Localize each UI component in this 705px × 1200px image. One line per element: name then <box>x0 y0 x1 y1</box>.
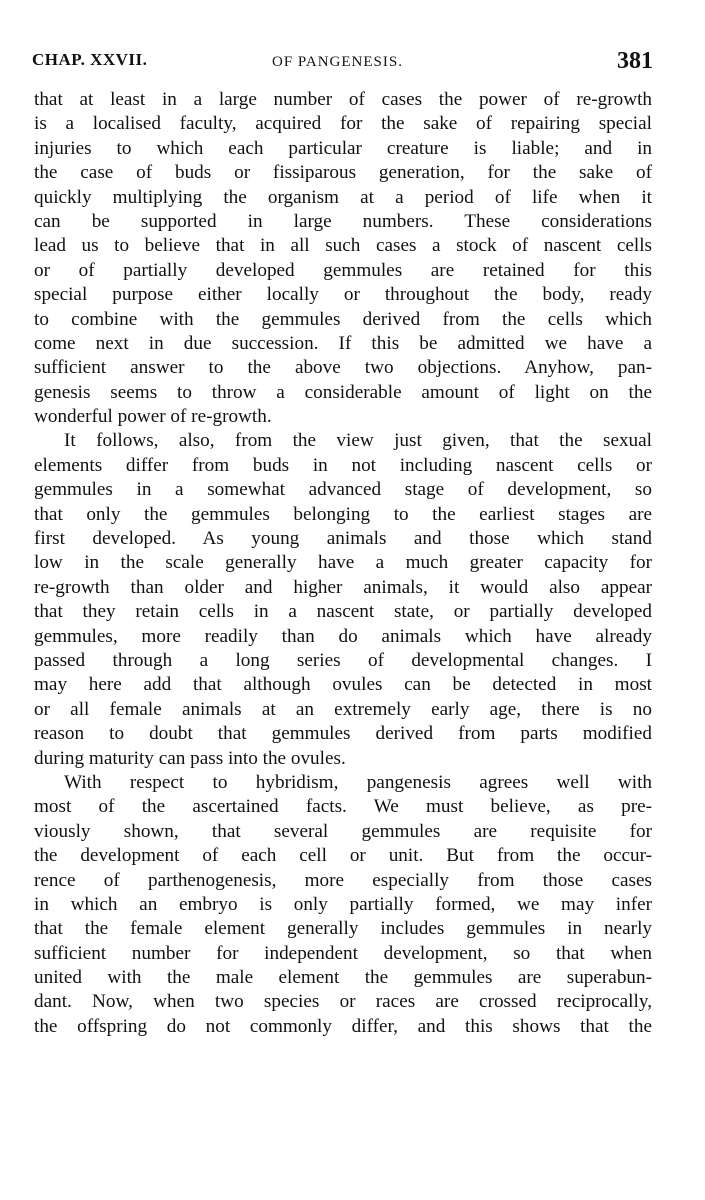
text-line: that the female element generally includes gemmules in nearly <box>34 918 652 940</box>
text-line: injuries to which each particular creature is liable; and in <box>34 137 652 159</box>
text-line: during maturity can pass into the ovules. <box>34 747 346 769</box>
running-head <box>32 48 653 78</box>
text-line: wonderful power of re-growth. <box>34 406 272 428</box>
paragraph <box>34 771 652 1039</box>
text-line: the offspring do not commonly differ, and this shows that the <box>34 1015 652 1037</box>
text-line: the development of each cell or unit. But from the occur- <box>34 845 652 867</box>
text-line: is a localised faculty, acquired for the sake of repairing special <box>34 113 652 135</box>
text-line: first developed. As young animals and those which stand <box>34 528 652 550</box>
chapter-label: CHAP. XXVII. <box>32 50 148 69</box>
paragraph <box>34 429 652 770</box>
text-line: elements differ from buds in not including nascent cells or <box>34 454 652 476</box>
text-line: can be supported in large numbers. These considerations <box>34 210 652 232</box>
text-line: passed through a long series of developmental changes. I <box>34 649 652 671</box>
text-line: the case of buds or fissiparous generation, for the sake of <box>34 162 652 184</box>
text-line: to combine with the gemmules derived from the cells which <box>34 308 652 330</box>
text-line: that at least in a large number of cases the power of re-growth <box>34 89 652 110</box>
text-line: With respect to hybridism, pangenesis agrees well with <box>64 771 652 793</box>
text-line: come next in due succession. If this be admitted we have a <box>34 332 652 354</box>
running-title: OF PANGENESIS. <box>272 54 403 70</box>
text-line: sufficient answer to the above two objections. Anyhow, pan- <box>34 357 652 379</box>
text-line: It follows, also, from the view just given, that the sexual <box>64 430 652 452</box>
text-line: sufficient number for independent development, so that when <box>34 942 652 964</box>
text-line: or of partially developed gemmules are retained for this <box>34 259 652 281</box>
text-line: special purpose either locally or throughout the body, ready <box>34 284 652 306</box>
paragraph <box>34 88 652 429</box>
text-line: quickly multiplying the organism at a period of life when it <box>34 186 652 208</box>
body-text <box>34 88 652 1039</box>
text-line: may here add that although ovules can be detected in most <box>34 674 652 696</box>
text-line: reason to doubt that gemmules derived from parts modified <box>34 723 652 745</box>
text-line: that only the gemmules belonging to the earliest stages are <box>34 503 652 525</box>
text-line: re-growth than older and higher animals, it would also appear <box>34 576 652 598</box>
text-line: rence of parthenogenesis, more especially from those cases <box>34 869 652 891</box>
text-line: most of the ascertained facts. We must believe, as pre- <box>34 796 652 818</box>
page-number: 381 <box>617 48 653 74</box>
text-line: genesis seems to throw a considerable amount of light on the <box>34 381 652 403</box>
text-line: dant. Now, when two species or races are crossed reciprocally, <box>34 991 652 1013</box>
text-line: or all female animals at an extremely early age, there is no <box>34 698 652 720</box>
text-line: low in the scale generally have a much greater capacity for <box>34 552 652 574</box>
text-line: lead us to believe that in all such cases a stock of nascent cells <box>34 235 652 257</box>
text-line: that they retain cells in a nascent state, or partially developed <box>34 601 652 623</box>
text-line: gemmules in a somewhat advanced stage of development, so <box>34 479 652 501</box>
text-line: united with the male element the gemmules are superabun- <box>34 967 652 989</box>
text-line: viously shown, that several gemmules are requisite for <box>34 820 652 842</box>
text-line: in which an embryo is only partially formed, we may infer <box>34 893 652 915</box>
text-line: gemmules, more readily than do animals which have already <box>34 625 652 647</box>
